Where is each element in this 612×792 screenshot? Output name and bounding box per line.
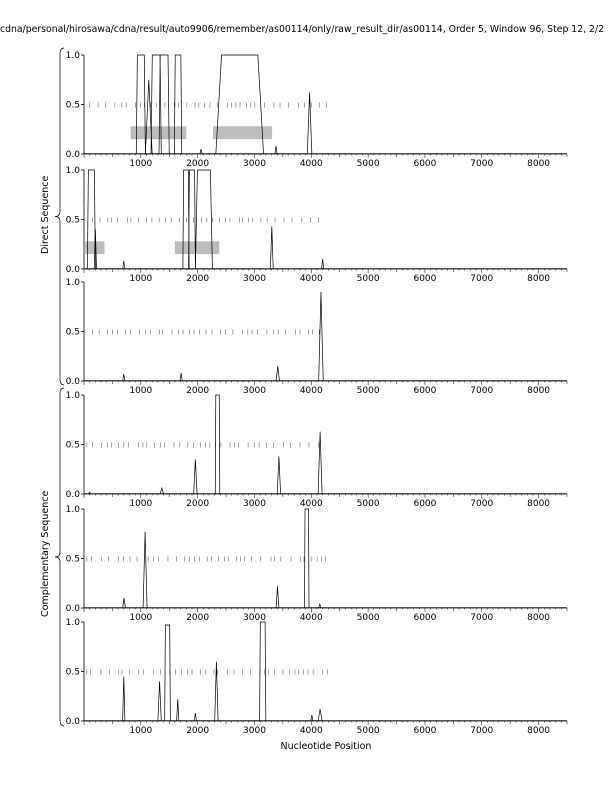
marker-row	[93, 218, 319, 223]
x-tick-label: 7000	[470, 386, 494, 396]
y-tick-label: 0.5	[65, 327, 80, 338]
x-tick-label: 8000	[527, 613, 551, 623]
x-tick-label: 8000	[527, 386, 551, 396]
x-tick-label: 7000	[470, 499, 494, 509]
x-tick-label: 6000	[413, 159, 437, 169]
y-tick-label: 0.5	[65, 215, 80, 226]
x-tick-label: 1000	[129, 159, 153, 169]
x-tick-label: 8000	[527, 499, 551, 509]
x-tick-label: 2000	[186, 386, 210, 396]
x-tick-label: 3000	[243, 726, 266, 736]
x-tick-label: 1000	[129, 499, 153, 509]
x-tick-label: 5000	[356, 726, 380, 736]
y-tick-label: 0.0	[65, 604, 80, 614]
data-trace	[319, 292, 324, 381]
y-tick-label: 0.5	[65, 554, 80, 565]
x-tick-label: 2000	[186, 274, 210, 284]
y-tick-label: 0.0	[65, 490, 80, 500]
x-axis-title: Nucleotide Position	[280, 741, 372, 752]
y-tick-label: 1.0	[65, 166, 80, 176]
data-trace	[275, 146, 277, 154]
x-tick-label: 3000	[243, 386, 266, 396]
y-tick-label: 0.0	[65, 717, 80, 727]
x-tick-label: 4000	[299, 499, 323, 509]
y-tick-label: 0.0	[65, 150, 80, 160]
data-trace	[318, 432, 322, 494]
y-tick-label: 1.0	[65, 391, 80, 401]
x-tick-label: 1000	[129, 386, 153, 396]
y-tick-label: 0.5	[65, 667, 80, 678]
x-tick-label: 4000	[299, 726, 323, 736]
data-trace	[123, 374, 125, 381]
data-trace	[177, 699, 179, 721]
data-trace	[260, 622, 266, 721]
data-trace	[215, 395, 220, 494]
x-tick-label: 5000	[356, 274, 380, 284]
panel-1	[66, 51, 567, 169]
x-tick-label: 6000	[413, 274, 437, 284]
data-trace	[123, 261, 125, 269]
y-tick-label: 1.0	[65, 51, 80, 61]
y-tick-label: 0.5	[65, 100, 80, 111]
data-trace	[270, 226, 273, 269]
panel-4	[66, 391, 567, 509]
y-tick-label: 0.5	[65, 440, 80, 451]
panel-2	[66, 166, 567, 284]
marker-row	[90, 103, 327, 108]
group-bracket	[55, 388, 64, 726]
x-tick-label: 8000	[527, 726, 551, 736]
x-tick-label: 4000	[299, 386, 323, 396]
data-trace	[194, 713, 196, 721]
x-tick-label: 7000	[470, 274, 494, 284]
x-tick-label: 4000	[299, 159, 323, 169]
x-tick-label: 5000	[356, 386, 380, 396]
group-label-complementary: Complementary Sequence	[40, 490, 51, 617]
x-tick-label: 4000	[299, 274, 323, 284]
data-trace	[322, 259, 324, 269]
marker-row	[87, 670, 328, 675]
y-tick-label: 0.0	[65, 377, 80, 387]
data-trace	[160, 488, 163, 494]
x-tick-label: 2000	[186, 726, 210, 736]
x-tick-label: 5000	[356, 613, 380, 623]
data-trace	[123, 676, 125, 721]
x-tick-label: 5000	[356, 159, 380, 169]
data-trace	[143, 532, 147, 608]
chart-panels	[66, 51, 567, 736]
data-trace	[276, 366, 279, 381]
x-tick-label: 3000	[243, 499, 266, 509]
panel-6	[66, 618, 567, 736]
marker-row	[93, 330, 320, 335]
panel-3	[66, 278, 567, 396]
x-tick-label: 8000	[527, 274, 551, 284]
marker-row	[87, 557, 325, 562]
x-tick-label: 8000	[527, 159, 551, 169]
region-box	[213, 126, 272, 139]
x-tick-label: 2000	[186, 613, 210, 623]
page-title: cdna/personal/hirosawa/cdna/result/auto9906/remember/as00114/only/raw_result_dir/as00114, Order 5, Window 96, Step 12, 2/2	[0, 24, 605, 35]
x-tick-label: 3000	[243, 159, 266, 169]
y-tick-label: 1.0	[65, 278, 80, 288]
data-trace	[158, 681, 161, 721]
x-tick-label: 4000	[299, 613, 323, 623]
y-tick-label: 0.0	[65, 265, 80, 275]
x-tick-label: 2000	[186, 499, 210, 509]
data-trace	[311, 715, 313, 721]
y-tick-label: 1.0	[65, 618, 80, 628]
x-tick-label: 7000	[470, 726, 494, 736]
panel-5	[66, 505, 567, 623]
data-trace	[318, 709, 322, 721]
x-tick-label: 5000	[356, 499, 380, 509]
data-trace	[307, 93, 312, 154]
x-tick-label: 1000	[129, 274, 153, 284]
x-tick-label: 6000	[413, 613, 437, 623]
group-brackets	[55, 48, 64, 726]
data-trace	[276, 586, 279, 608]
x-tick-label: 7000	[470, 613, 494, 623]
marker-row	[87, 443, 319, 448]
x-tick-label: 3000	[243, 274, 266, 284]
region-box	[175, 241, 219, 254]
x-tick-label: 3000	[243, 613, 266, 623]
data-trace	[123, 598, 126, 608]
group-label-direct: Direct Sequence	[40, 175, 51, 254]
x-tick-label: 6000	[413, 386, 437, 396]
x-tick-label: 7000	[470, 159, 494, 169]
x-tick-label: 1000	[129, 613, 153, 623]
x-tick-label: 6000	[413, 499, 437, 509]
data-trace	[194, 459, 197, 494]
data-trace	[277, 456, 280, 494]
data-trace	[304, 509, 309, 608]
data-trace	[180, 373, 182, 381]
x-tick-label: 1000	[129, 726, 153, 736]
region-box	[131, 126, 187, 139]
x-tick-label: 6000	[413, 726, 437, 736]
x-tick-label: 2000	[186, 159, 210, 169]
group-bracket	[55, 48, 64, 385]
y-tick-label: 1.0	[65, 505, 80, 515]
